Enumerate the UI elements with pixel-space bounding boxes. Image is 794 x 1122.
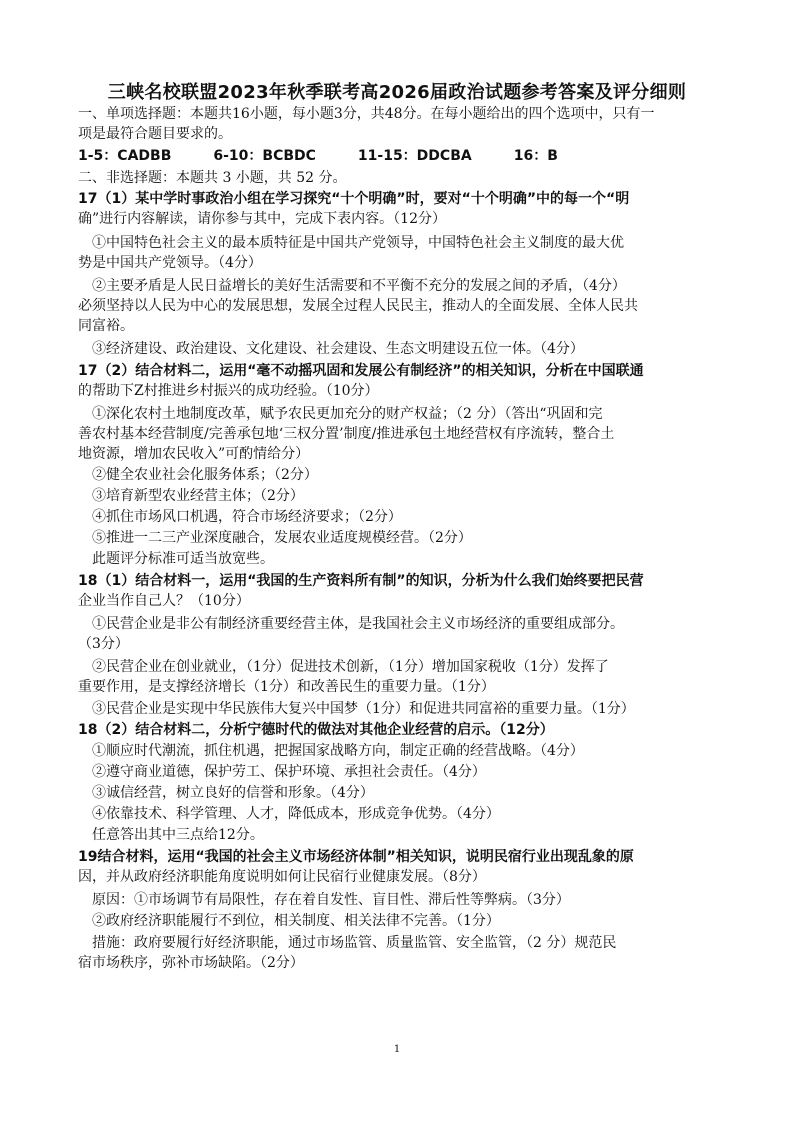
q19-reason-1: 原因：①市场调节有局限性，存在着自发性、盲目性、滞后性等弊病。（3分） [78, 892, 570, 908]
q17-2-point-2: ②健全农业社会化服务体系；（2分） [78, 467, 318, 483]
q17-2-point-1-cont: 善农村基本经营制度/完善承包地‘三权分置’制度/推进承包土地经营权有序流转，整合土 [78, 426, 615, 442]
q17-1-point-2: ②主要矛盾是人民日益增长的美好生活需要和不平衡不充分的发展之间的矛盾，（4分） [78, 278, 626, 294]
q17-1-heading: 17（1）某中学时事政治小组在学习探究“十个明确”时，要对“十个明确”中的每一个“明 [78, 191, 630, 207]
q18-1-point-1-cont: （3分） [78, 636, 129, 652]
q17-2-point-5: ⑤推进一二三产业深度融合，发展农业适度规模经营。（2分） [78, 530, 472, 546]
q18-1-point-1: ①民营企业是非公有制经济重要经营主体，是我国社会主义市场经济的重要组成部分。 [78, 616, 624, 632]
q17-2-point-1-cont2: 地资源，增加农民收入”可酌情给分） [78, 446, 310, 462]
q18-2-heading: 18（2）结合材料二，分析宁德时代的做法对其他企业经营的启示。（12分） [78, 722, 554, 738]
section-two-heading: 二、非选择题：本题共 3 小题，共 52 分。 [78, 170, 347, 186]
q17-2-point-1: ①深化农村土地制度改革，赋予农民更加充分的财产权益；（2 分）（答出“巩固和完 [78, 406, 603, 422]
q18-2-point-4: ④依靠技术、科学管理、人才，降低成本，形成竞争优势。（4分） [78, 806, 500, 822]
section-one-heading: 一、单项选择题：本题共16小题，每小题3分，共48分。在每小题给出的四个选项中，只有一 [78, 106, 655, 122]
q18-1-point-3: ③民营企业是实现中华民族伟大复兴中国梦（1分）和促进共同富裕的重要力量。（1分） [78, 701, 635, 717]
q17-1-point-1: ①中国特色社会主义的最本质特征是中国共产党领导，中国特色社会主义制度的最大优 [78, 235, 624, 251]
q19-measures: 措施：政府要履行好经济职能，通过市场监管、质量监管、安全监管，（2 分）规范民 [78, 935, 617, 951]
page-number: 1 [393, 1044, 401, 1055]
q18-2-note: 任意答出其中三点给12分。 [78, 827, 264, 843]
q18-1-point-2: ②民营企业在创业就业，（1分）促进技术创新，（1分）增加国家税收（1分）发挥了 [78, 659, 609, 675]
q17-1-point-1-cont: 势是中国共产党领导。（4分） [78, 255, 262, 271]
q17-1-point-2-cont2: 同富裕。 [78, 318, 134, 334]
q19-heading: 19结合材料，运用“我国的社会主义市场经济体制”相关知识，说明民宿行业出现乱象的原 [78, 849, 634, 865]
q18-2-point-2: ②遵守商业道德，保护劳工、保护环境、承担社会责任。（4分） [78, 764, 486, 780]
q19-measures-cont: 宿市场秩序，弥补市场缺陷。（2分） [78, 955, 304, 971]
document-title: 三峡名校联盟2023年秋季联考高2026届政治试题参考答案及评分细则 [107, 82, 687, 103]
q18-1-heading: 18（1）结合材料一，运用“我国的生产资料所有制”的知识，分析为什么我们始终要把民营 [78, 573, 644, 589]
q18-2-point-1: ①顺应时代潮流，抓住机遇，把握国家战略方向，制定正确的经营战略。（4分） [78, 743, 584, 759]
q17-1-heading-cont: 确”进行内容解读，请你参与其中，完成下表内容。（12分） [78, 211, 446, 227]
q18-1-heading-cont: 企业当作自己人？（10分） [78, 593, 250, 609]
q17-2-point-4: ④抓住市场风口机遇，符合市场经济要求；（2分） [78, 509, 402, 525]
q17-2-note: 此题评分标准可适当放宽些。 [78, 551, 274, 567]
q17-1-point-3: ③经济建设、政治建设、文化建设、社会建设、生态文明建设五位一体。（4分） [78, 341, 584, 357]
q19-heading-cont: 因，并从政府经济职能角度说明如何让民宿行业健康发展。（8分） [78, 869, 486, 885]
q17-2-point-3: ③培育新型农业经营主体；（2分） [78, 488, 304, 504]
q17-2-heading: 17（2）结合材料二，运用“毫不动摇巩固和发展公有制经济”的相关知识，分析在中国联通 [78, 363, 644, 379]
q19-reason-2: ②政府经济职能履行不到位，相关制度、相关法律不完善。（1分） [78, 913, 500, 929]
q17-2-heading-cont: 的帮助下Z村推进乡村振兴的成功经验。（10分） [78, 383, 379, 399]
q18-1-point-2-cont: 重要作用，是支撑经济增长（1分）和改善民生的重要力量。（1分） [78, 679, 495, 695]
mc-answer-key: 1-5：CADBB 6-10：BCBDC 11-15：DDCBA 16：B [78, 148, 558, 164]
section-one-heading-cont: 项是最符合题目要求的。 [78, 126, 232, 142]
q17-1-point-2-cont: 必须坚持以人民为中心的发展思想，发展全过程人民民主，推动人的全面发展、全体人民共 [78, 298, 638, 314]
q18-2-point-3: ③诚信经营，树立良好的信誉和形象。（4分） [78, 785, 374, 801]
